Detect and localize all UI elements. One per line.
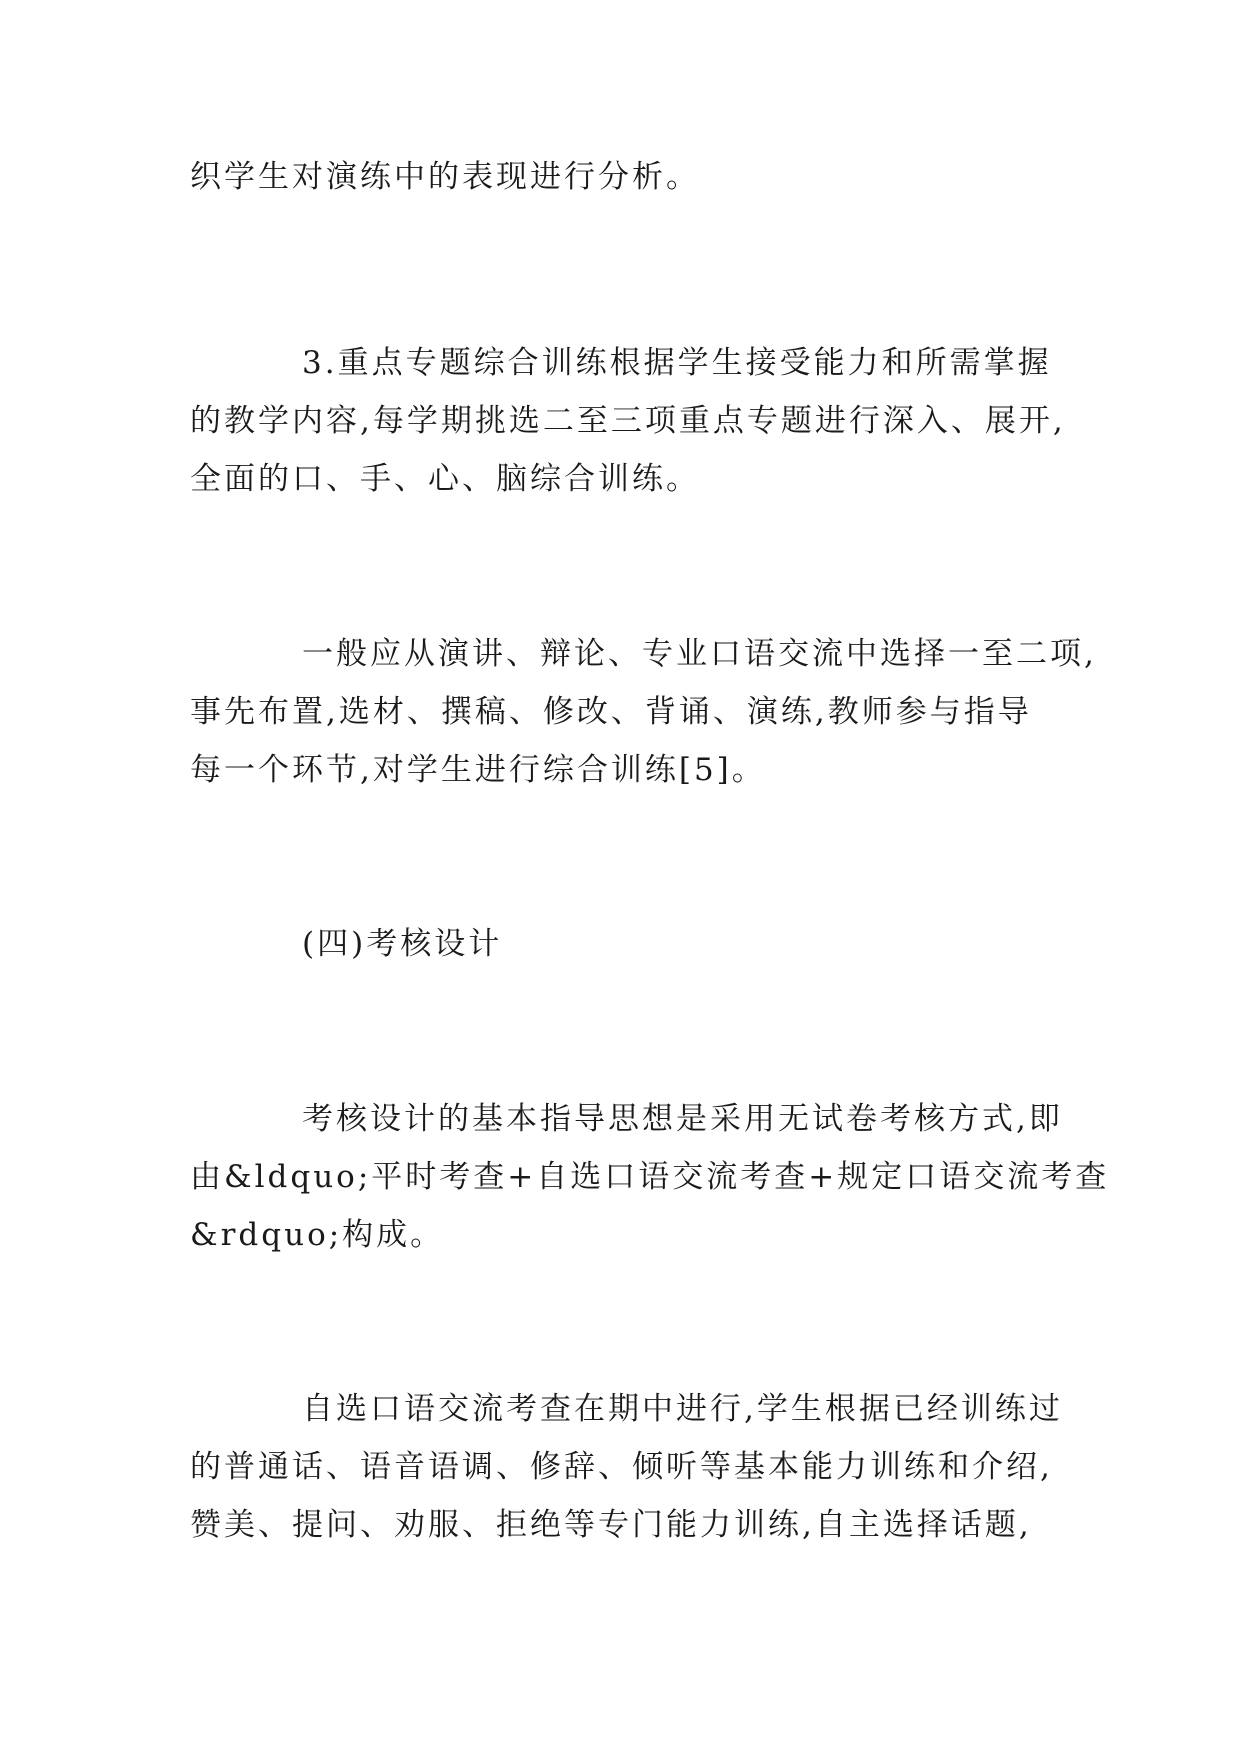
text-line: &rdquo;构成。 (190, 1217, 445, 1253)
text-line: 赞美、提问、劝服、拒绝等专门能力训练,自主选择话题, (190, 1507, 1032, 1543)
text-line: 的教学内容,每学期挑选二至三项重点专题进行深入、展开, (190, 403, 1066, 439)
heading-text: (四)考核设计 (302, 926, 503, 962)
text-line: 3.重点专题综合训练根据学生接受能力和所需掌握 (302, 345, 1052, 381)
section-heading (190, 915, 1060, 973)
text-line: 自选口语交流考查在期中进行,学生根据已经训练过 (302, 1391, 1063, 1427)
text-line: 每一个环节,对学生进行综合训练[5]。 (190, 752, 766, 788)
paragraph-self-selected-exam (190, 1380, 1063, 1554)
text-line: 事先布置,选材、撰稿、修改、背诵、演练,教师参与指导 (190, 694, 1032, 730)
text-line: 考核设计的基本指导思想是采用无试卷考核方式,即 (302, 1101, 1063, 1137)
text-line: 由&ldquo;平时考查+自选口语交流考查+规定口语交流考查 (190, 1159, 1110, 1195)
paragraph-general-selection (190, 625, 1097, 799)
text-line: 的普通话、语音语调、修辞、倾听等基本能力训练和介绍, (190, 1449, 1053, 1485)
text-line: 全面的口、手、心、脑综合训练。 (190, 461, 700, 497)
text-line: 织学生对演练中的表现进行分析。 (190, 159, 700, 195)
paragraph-key-topic-training (190, 334, 1066, 508)
paragraph-assessment-design (190, 1090, 1110, 1264)
paragraph-continuation (190, 148, 1060, 206)
text-line: 一般应从演讲、辩论、专业口语交流中选择一至二项, (302, 636, 1097, 672)
